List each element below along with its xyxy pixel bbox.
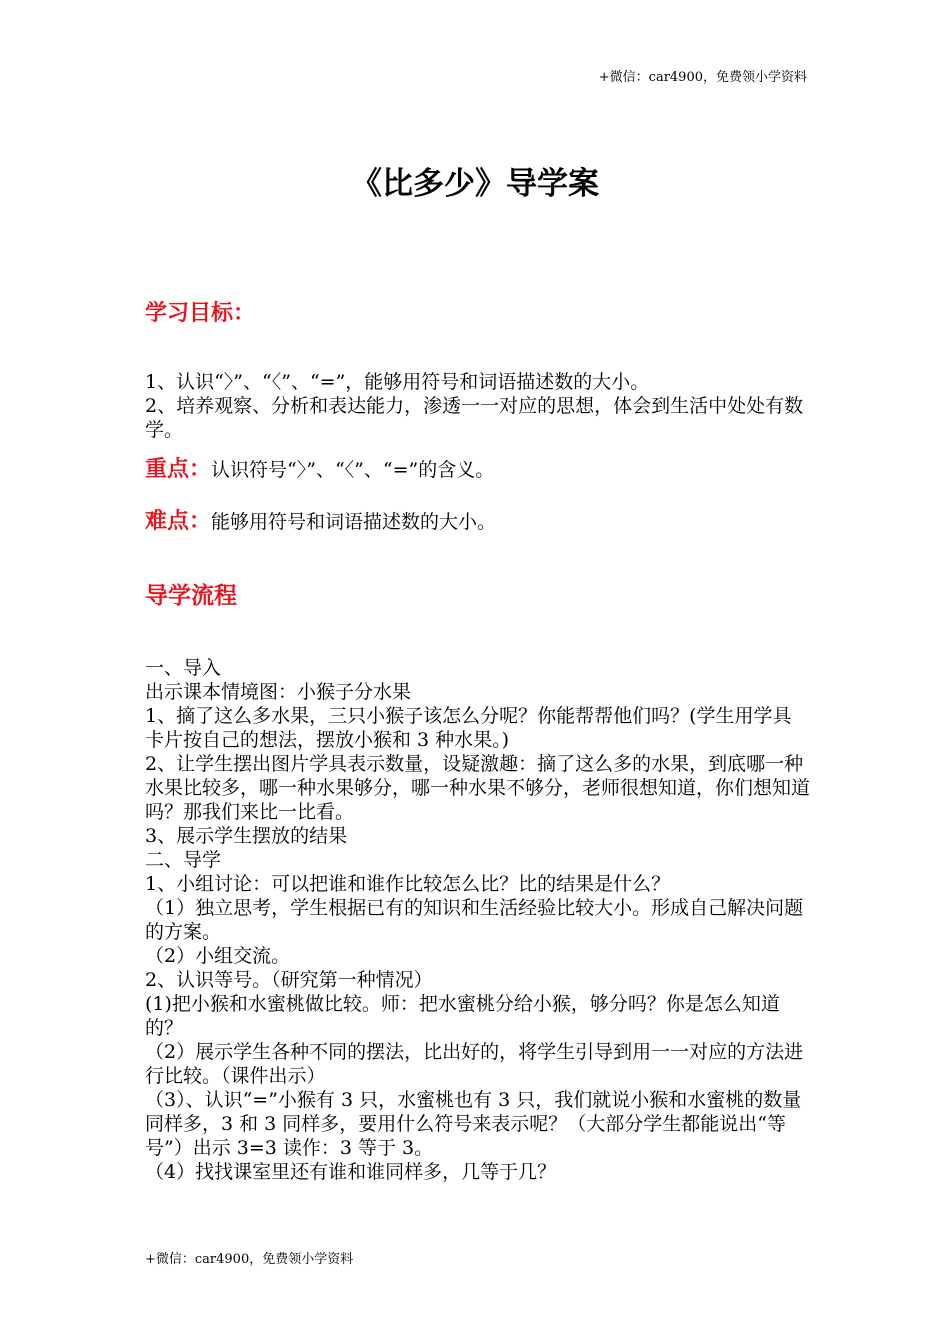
process-line: 3、展示学生摆放的结果 bbox=[145, 825, 348, 847]
process-body bbox=[145, 656, 810, 1184]
footer-note: +微信：car4900，免费领小学资料 bbox=[145, 1252, 354, 1267]
header-note: +微信：car4900，免费领小学资料 bbox=[598, 70, 807, 85]
goal-item: 1、认识“〉”、“〈”、“=”，能够用符号和词语描述数的大小。 bbox=[145, 371, 650, 393]
process-line: 2、让学生摆出图片学具表示数量，设疑激趣：摘了这么多的水果，到底哪一种水果比较多，哪一种水果够分，哪一种水果不够分，老师很想知道，你们想知道吗？那我们来比一比看。 bbox=[145, 753, 811, 823]
difficulty-label: 难点： bbox=[145, 509, 212, 534]
process-line: （2）小组交流。 bbox=[145, 945, 291, 967]
process-heading: 导学流程 bbox=[145, 583, 237, 609]
goal-item: 2、培养观察、分析和表达能力，渗透一一对应的思想，体会到生活中处处有数学。 bbox=[145, 395, 804, 441]
difficulty bbox=[145, 510, 810, 534]
goals-list bbox=[145, 370, 810, 442]
process-line: （3）、认识“=”小猴有 3 只，水蜜桃也有 3 只，我们就说小猴和水蜜桃的数量同样多，3 和 3 同样多，要用什么符号来表示呢？（大部分学生都能说出“等号”）出示 3=3 读作：3 等于 3。 bbox=[145, 1089, 802, 1159]
process-line: 一、导入 bbox=[145, 657, 222, 679]
process-line: （1）独立思考，学生根据已有的知识和生活经验比较大小。形成自己解决问题的方案。 bbox=[145, 897, 804, 943]
page-title: 《比多少》导学案 bbox=[351, 166, 599, 202]
key-point-label: 重点： bbox=[145, 457, 212, 482]
process-line: 出示课本情境图：小猴子分水果 bbox=[145, 681, 412, 703]
key-point bbox=[145, 458, 810, 482]
process-line: (1)把小猴和水蜜桃做比较。师：把水蜜桃分给小猴，够分吗？你是怎么知道的？ bbox=[145, 993, 780, 1039]
process-line: 二、导学 bbox=[145, 849, 222, 871]
process-line: 2、认识等号。（研究第一种情况） bbox=[145, 969, 433, 991]
process-line: 1、小组讨论：可以把谁和谁作比较怎么比？比的结果是什么？ bbox=[145, 873, 671, 895]
process-line: （2）展示学生各种不同的摆法，比出好的，将学生引导到用一一对应的方法进行比较。（课件出示） bbox=[145, 1041, 804, 1087]
key-point-text: 认识符号“〉”、“〈”、“=”的含义。 bbox=[211, 459, 495, 481]
goals-heading: 学习目标： bbox=[145, 301, 256, 326]
process-line: 1、摘了这么多水果，三只小猴子该怎么分呢？你能帮帮他们吗？(学生用学具卡片按自己的想法，摆放小猴和 3 种水果。) bbox=[145, 705, 792, 751]
process-line: （4）找找课室里还有谁和谁同样多，几等于几？ bbox=[145, 1161, 557, 1183]
difficulty-text: 能够用符号和词语描述数的大小。 bbox=[211, 511, 497, 533]
